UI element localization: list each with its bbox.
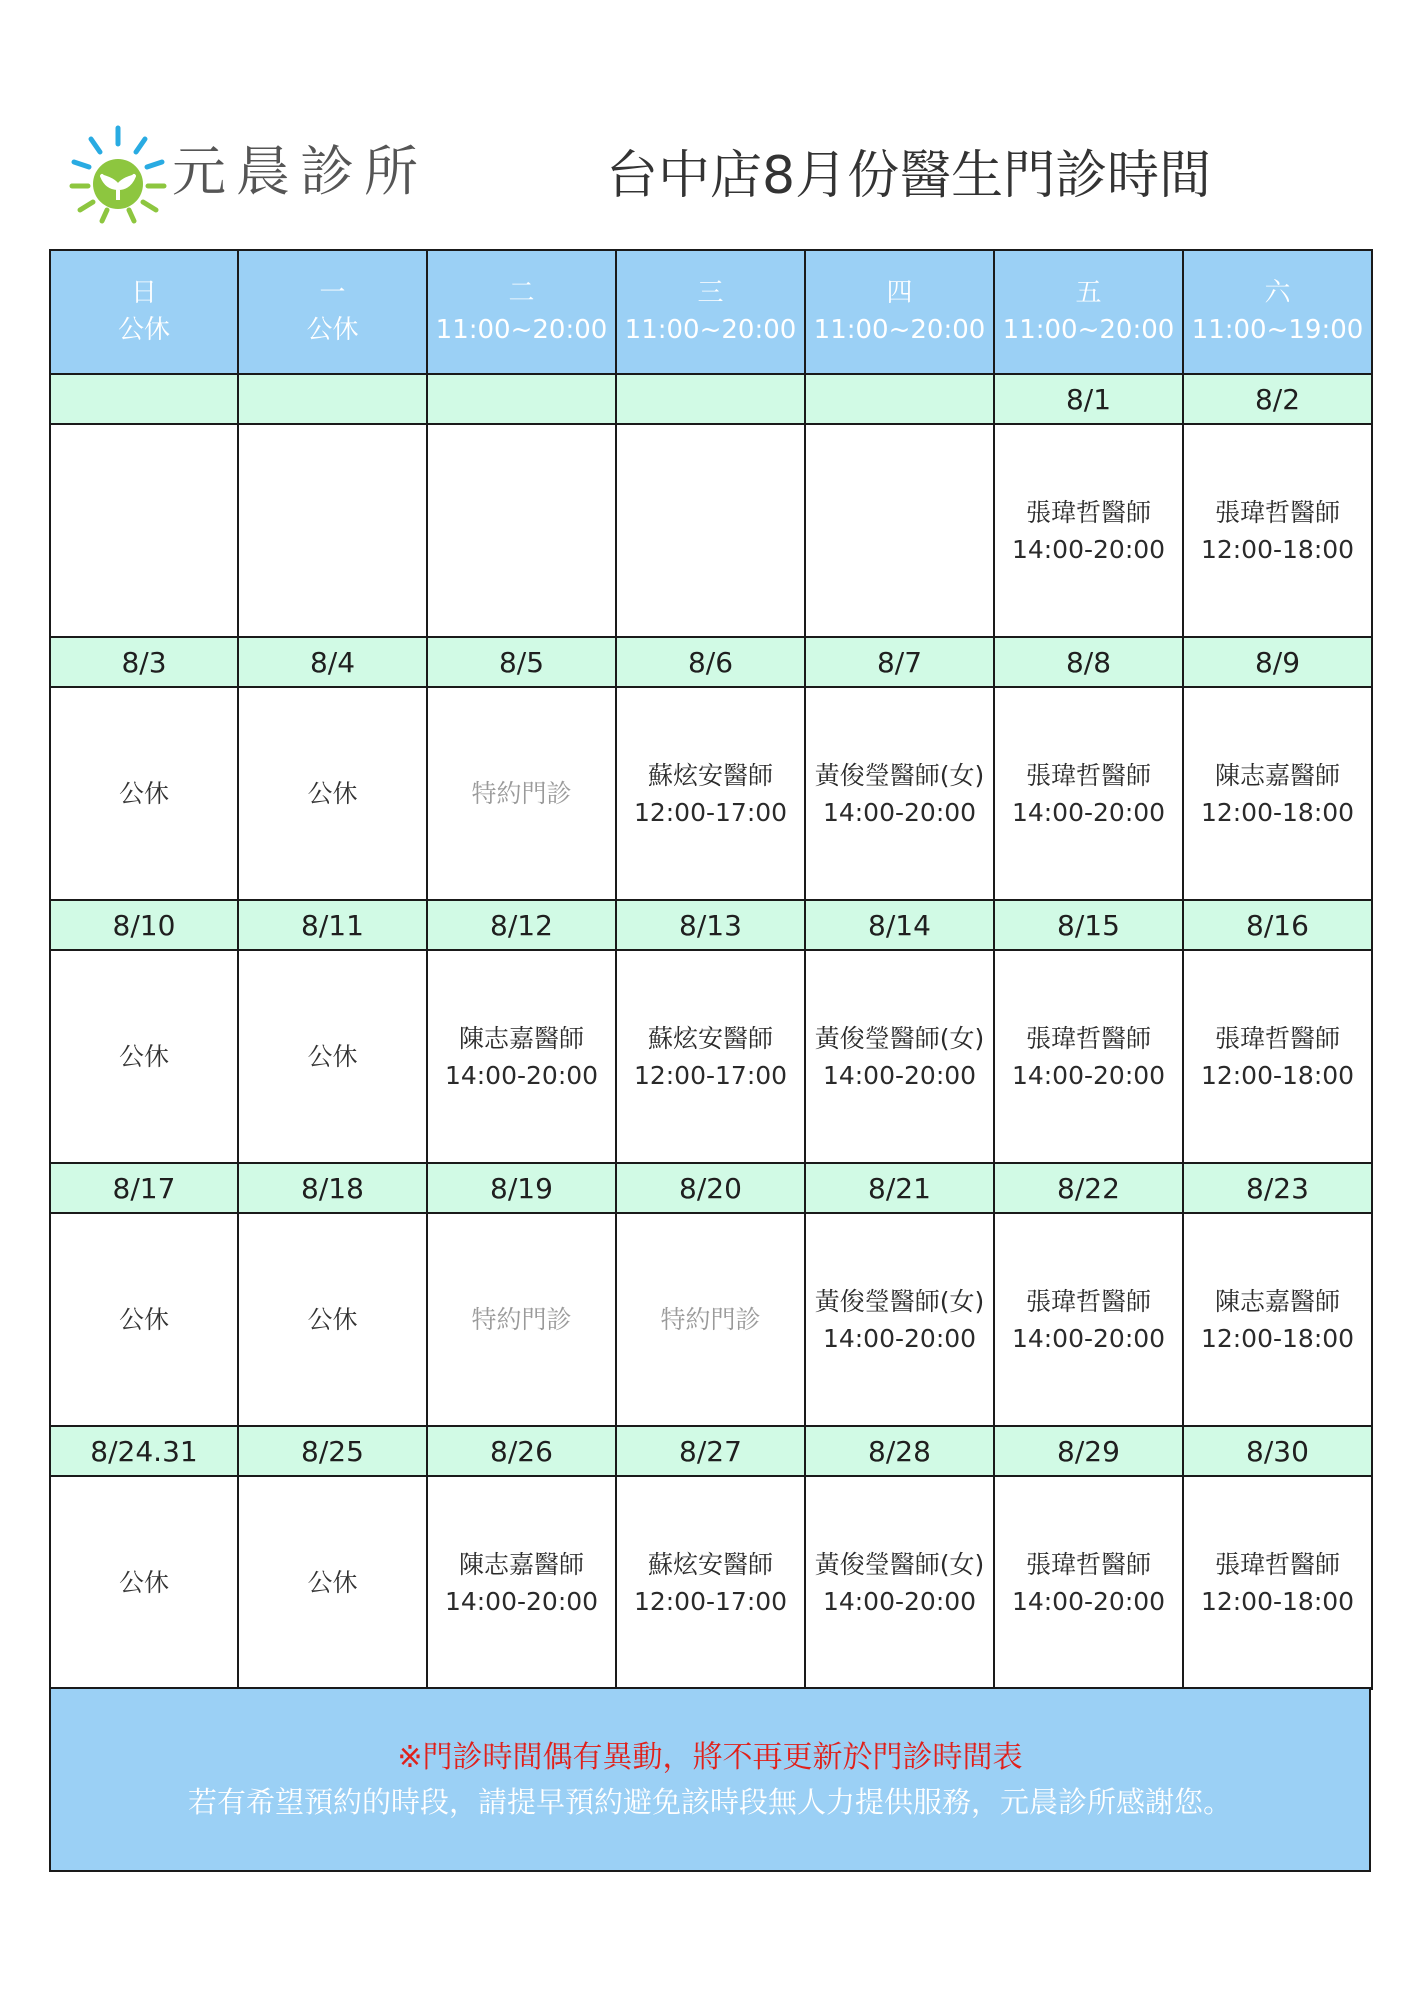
weekday-header-cell xyxy=(1183,250,1372,374)
date-cell: 8/11 xyxy=(238,900,427,950)
closed-cell xyxy=(50,950,238,1163)
doctor-name: 黃俊瑩醫師(女) xyxy=(814,1286,985,1316)
closed-cell xyxy=(50,1213,238,1426)
date-cell: 8/6 xyxy=(616,637,805,687)
date-cell: 8/8 xyxy=(994,637,1183,687)
page-header xyxy=(0,0,1414,240)
doctor-name: 陳志嘉醫師 xyxy=(458,1549,584,1579)
date-cell: 8/19 xyxy=(427,1163,616,1213)
closed-cell xyxy=(50,1476,238,1689)
special-clinic-label: 特約門診 xyxy=(660,1305,761,1334)
weekday-hours: 公休 xyxy=(306,315,359,345)
weekday-hours: 11:00~20:00 xyxy=(1002,315,1175,345)
date-cell: 8/9 xyxy=(1183,637,1372,687)
closed-cell xyxy=(238,1213,427,1426)
closed-label: 公休 xyxy=(118,1305,169,1334)
date-row xyxy=(50,637,1372,687)
doctor-shift-cell xyxy=(994,424,1183,637)
weekday-name: 三 xyxy=(697,278,724,308)
closed-label: 公休 xyxy=(307,1568,358,1597)
weekday-hours: 11:00~20:00 xyxy=(624,315,797,345)
special-clinic-cell xyxy=(616,1213,805,1426)
date-cell: 8/27 xyxy=(616,1426,805,1476)
weekday-name: 二 xyxy=(508,278,535,308)
doctor-name: 張瑋哲醫師 xyxy=(1025,497,1151,527)
doctor-name: 黃俊瑩醫師(女) xyxy=(814,1549,985,1579)
shift-time: 14:00-20:00 xyxy=(444,1586,599,1616)
empty-cell xyxy=(238,424,427,637)
date-cell: 8/21 xyxy=(805,1163,994,1213)
doctor-name: 陳志嘉醫師 xyxy=(458,1023,584,1053)
closed-label: 公休 xyxy=(118,1042,169,1071)
date-cell xyxy=(805,374,994,424)
doctor-shift-cell xyxy=(994,1213,1183,1426)
doctor-shift-cell xyxy=(616,687,805,900)
weekday-header-row xyxy=(50,250,1372,374)
shift-time: 14:00-20:00 xyxy=(1011,1586,1166,1616)
date-cell: 8/17 xyxy=(50,1163,238,1213)
date-cell: 8/24.31 xyxy=(50,1426,238,1476)
date-cell: 8/14 xyxy=(805,900,994,950)
date-cell: 8/13 xyxy=(616,900,805,950)
weekday-header-cell xyxy=(994,250,1183,374)
weekday-header-cell xyxy=(427,250,616,374)
shift-time: 12:00-18:00 xyxy=(1200,1323,1355,1353)
empty-cell xyxy=(50,424,238,637)
doctor-shift-cell xyxy=(994,1476,1183,1689)
special-clinic-label: 特約門診 xyxy=(471,779,572,808)
date-row xyxy=(50,374,1372,424)
doctor-name: 張瑋哲醫師 xyxy=(1214,1549,1340,1579)
footer-notice-box xyxy=(49,1687,1371,1872)
shift-time: 12:00-18:00 xyxy=(1200,1060,1355,1090)
date-cell: 8/29 xyxy=(994,1426,1183,1476)
shift-time: 12:00-18:00 xyxy=(1200,534,1355,564)
date-cell: 8/23 xyxy=(1183,1163,1372,1213)
doctor-shift-cell xyxy=(1183,950,1372,1163)
date-cell: 8/30 xyxy=(1183,1426,1372,1476)
closed-label: 公休 xyxy=(307,779,358,808)
doctor-name: 陳志嘉醫師 xyxy=(1214,1286,1340,1316)
booking-reminder: 若有希望預約的時段，請提早預約避免該時段無人力提供服務，元晨診所感謝您。 xyxy=(187,1785,1232,1819)
doctor-shift-cell xyxy=(994,687,1183,900)
shift-time: 14:00-20:00 xyxy=(822,1586,977,1616)
shift-time: 12:00-17:00 xyxy=(633,797,788,827)
date-cell xyxy=(50,374,238,424)
closed-label: 公休 xyxy=(118,1568,169,1597)
doctor-name: 張瑋哲醫師 xyxy=(1214,1023,1340,1053)
empty-cell xyxy=(427,424,616,637)
date-cell: 8/15 xyxy=(994,900,1183,950)
date-cell: 8/1 xyxy=(994,374,1183,424)
doctor-shift-cell xyxy=(427,1476,616,1689)
weekday-header-cell xyxy=(238,250,427,374)
date-cell: 8/3 xyxy=(50,637,238,687)
closed-cell xyxy=(238,687,427,900)
date-cell: 8/28 xyxy=(805,1426,994,1476)
closed-cell xyxy=(238,950,427,1163)
closed-label: 公休 xyxy=(307,1305,358,1334)
schedule-row xyxy=(50,950,1372,1163)
schedule-table xyxy=(49,249,1373,1690)
weekday-name: 五 xyxy=(1075,278,1102,308)
date-cell xyxy=(238,374,427,424)
weekday-hours: 11:00~19:00 xyxy=(1191,315,1364,345)
date-cell: 8/12 xyxy=(427,900,616,950)
weekday-header-cell xyxy=(616,250,805,374)
empty-cell xyxy=(805,424,994,637)
date-cell: 8/22 xyxy=(994,1163,1183,1213)
closed-cell xyxy=(50,687,238,900)
doctor-name: 張瑋哲醫師 xyxy=(1025,1286,1151,1316)
closed-label: 公休 xyxy=(118,779,169,808)
weekday-hours: 11:00~20:00 xyxy=(813,315,986,345)
doctor-shift-cell xyxy=(1183,1213,1372,1426)
weekday-header-cell xyxy=(50,250,238,374)
doctor-shift-cell xyxy=(805,1476,994,1689)
doctor-shift-cell xyxy=(805,1213,994,1426)
clinic-brand-name: 元晨診所 xyxy=(172,140,428,203)
shift-time: 14:00-20:00 xyxy=(822,1323,977,1353)
schedule-row xyxy=(50,1213,1372,1426)
doctor-name: 黃俊瑩醫師(女) xyxy=(814,760,985,790)
weekday-name: 六 xyxy=(1264,278,1291,308)
date-row xyxy=(50,1426,1372,1476)
date-cell: 8/7 xyxy=(805,637,994,687)
doctor-name: 張瑋哲醫師 xyxy=(1025,1023,1151,1053)
clinic-logo-icon xyxy=(68,124,168,228)
special-clinic-label: 特約門診 xyxy=(471,1305,572,1334)
date-cell: 8/2 xyxy=(1183,374,1372,424)
doctor-shift-cell xyxy=(616,1476,805,1689)
doctor-name: 張瑋哲醫師 xyxy=(1214,497,1340,527)
doctor-shift-cell xyxy=(805,687,994,900)
doctor-shift-cell xyxy=(427,950,616,1163)
weekday-hours: 公休 xyxy=(117,315,170,345)
date-cell: 8/4 xyxy=(238,637,427,687)
shift-time: 12:00-17:00 xyxy=(633,1586,788,1616)
date-cell xyxy=(427,374,616,424)
closed-cell xyxy=(238,1476,427,1689)
doctor-name: 黃俊瑩醫師(女) xyxy=(814,1023,985,1053)
shift-time: 12:00-18:00 xyxy=(1200,797,1355,827)
shift-time: 14:00-20:00 xyxy=(1011,1060,1166,1090)
shift-time: 14:00-20:00 xyxy=(822,1060,977,1090)
doctor-name: 陳志嘉醫師 xyxy=(1214,760,1340,790)
doctor-name: 蘇炫安醫師 xyxy=(647,1549,773,1579)
date-cell: 8/10 xyxy=(50,900,238,950)
doctor-shift-cell xyxy=(1183,1476,1372,1689)
shift-time: 14:00-20:00 xyxy=(1011,534,1166,564)
schedule-change-notice: ※門診時間偶有異動，將不再更新於門診時間表 xyxy=(397,1740,1023,1775)
schedule-row xyxy=(50,424,1372,637)
date-cell xyxy=(616,374,805,424)
shift-time: 14:00-20:00 xyxy=(444,1060,599,1090)
shift-time: 14:00-20:00 xyxy=(822,797,977,827)
date-cell: 8/16 xyxy=(1183,900,1372,950)
schedule-row xyxy=(50,687,1372,900)
closed-label: 公休 xyxy=(307,1042,358,1071)
date-row xyxy=(50,1163,1372,1213)
date-row xyxy=(50,900,1372,950)
special-clinic-cell xyxy=(427,1213,616,1426)
date-cell: 8/18 xyxy=(238,1163,427,1213)
shift-time: 14:00-20:00 xyxy=(1011,1323,1166,1353)
doctor-shift-cell xyxy=(616,950,805,1163)
weekday-name: 一 xyxy=(319,278,346,308)
shift-time: 12:00-18:00 xyxy=(1200,1586,1355,1616)
shift-time: 12:00-17:00 xyxy=(633,1060,788,1090)
schedule-row xyxy=(50,1476,1372,1689)
doctor-name: 張瑋哲醫師 xyxy=(1025,760,1151,790)
date-cell: 8/20 xyxy=(616,1163,805,1213)
page-title: 台中店8月份醫生門診時間 xyxy=(606,146,1212,206)
doctor-name: 蘇炫安醫師 xyxy=(647,1023,773,1053)
doctor-shift-cell xyxy=(805,950,994,1163)
weekday-name: 四 xyxy=(886,278,913,308)
weekday-name: 日 xyxy=(130,278,157,308)
date-cell: 8/25 xyxy=(238,1426,427,1476)
date-cell: 8/5 xyxy=(427,637,616,687)
shift-time: 14:00-20:00 xyxy=(1011,797,1166,827)
doctor-name: 蘇炫安醫師 xyxy=(647,760,773,790)
special-clinic-cell xyxy=(427,687,616,900)
doctor-name: 張瑋哲醫師 xyxy=(1025,1549,1151,1579)
weekday-header-cell xyxy=(805,250,994,374)
empty-cell xyxy=(616,424,805,637)
weekday-hours: 11:00~20:00 xyxy=(435,315,608,345)
doctor-shift-cell xyxy=(1183,424,1372,637)
doctor-shift-cell xyxy=(1183,687,1372,900)
date-cell: 8/26 xyxy=(427,1426,616,1476)
doctor-shift-cell xyxy=(994,950,1183,1163)
